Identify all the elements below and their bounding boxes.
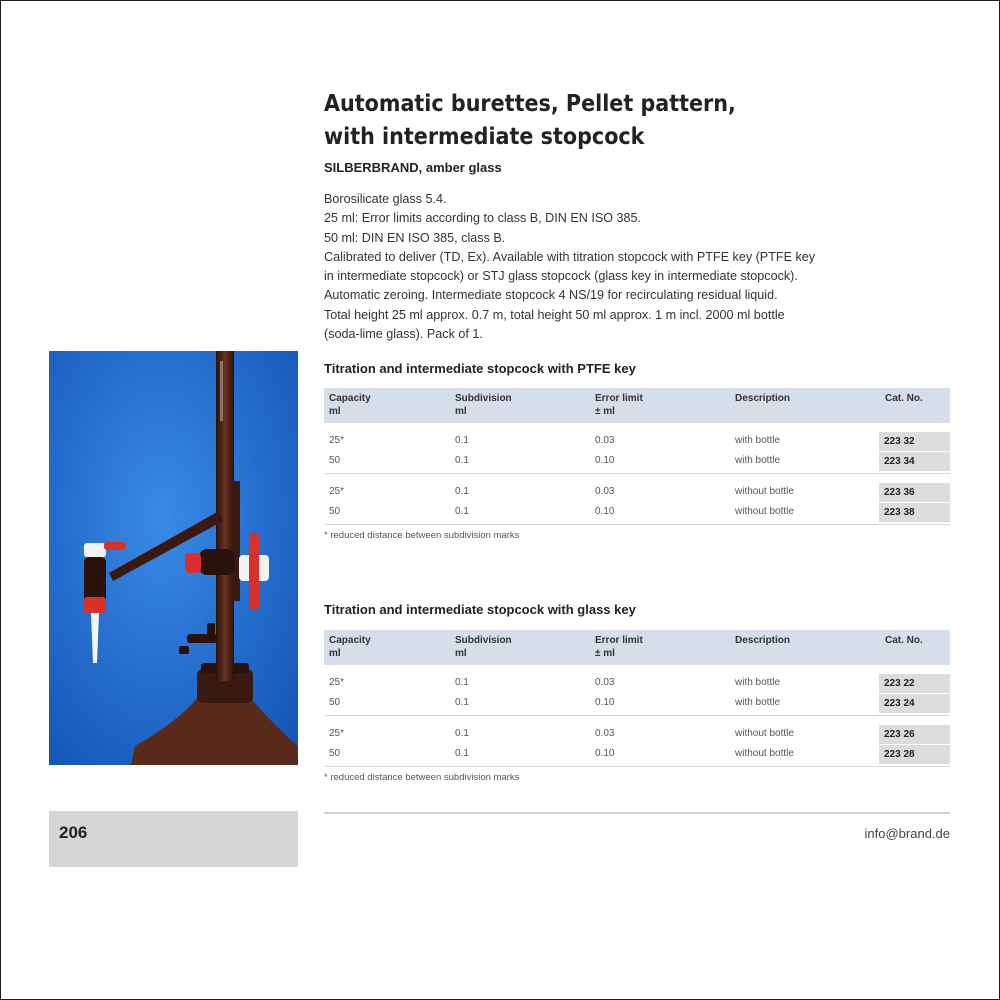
table-footnote: * reduced distance between subdivision marks — [324, 772, 520, 783]
subdivision-header: Subdivision ml — [455, 393, 512, 417]
description-cell: without bottle — [735, 486, 794, 497]
cat-no-cell: 223 24 — [879, 694, 950, 713]
description-line: Total height 25 ml approx. 0.7 m, total height 50 ml approx. 1 m incl. 2000 ml bottle — [324, 307, 785, 322]
description-cell: with bottle — [735, 697, 781, 708]
capacity-cell: 25* — [329, 486, 345, 497]
capacity-header: Capacity ml — [329, 635, 371, 659]
table-title: Titration and intermediate stopcock with glass key — [324, 602, 636, 617]
description-line: (soda-lime glass). Pack of 1. — [324, 327, 483, 342]
description-line: 25 ml: Error limits according to class B, DIN EN ISO 385. — [324, 211, 642, 226]
table-row — [324, 726, 950, 742]
product-photo — [49, 351, 298, 765]
error-limit-cell: 0.03 — [595, 677, 615, 688]
cat-no-cell: 223 34 — [879, 452, 950, 471]
error-limit-header: Error limit ± ml — [595, 393, 643, 417]
cat-no-cell: 223 28 — [879, 745, 950, 764]
table-header — [324, 630, 950, 665]
subtitle: SILBERBRAND, amber glass — [324, 160, 502, 175]
email-link[interactable]: info@brand.de — [864, 826, 950, 841]
ptfe-key-table — [324, 388, 950, 525]
description-header: Description — [735, 635, 791, 646]
capacity-cell: 50 — [329, 748, 341, 759]
description-line: Calibrated to deliver (TD, Ex). Available with titration stopcock with PTFE key (PTFE key — [324, 249, 816, 264]
table-row — [324, 695, 950, 711]
cat-no-header: Cat. No. — [885, 635, 923, 646]
description — [324, 190, 944, 344]
error-limit-cell: 0.10 — [595, 455, 615, 466]
title-line-2: with intermediate stopcock — [324, 124, 645, 150]
footer-divider — [324, 812, 950, 814]
error-limit-cell: 0.10 — [595, 506, 615, 517]
description-cell: with bottle — [735, 455, 781, 466]
glass-key-table — [324, 630, 950, 767]
subdivision-cell: 0.1 — [455, 677, 469, 688]
error-limit-header: Error limit ± ml — [595, 635, 643, 659]
capacity-cell: 50 — [329, 455, 341, 466]
table-row-group — [324, 482, 950, 525]
subdivision-cell: 0.1 — [455, 435, 469, 446]
description-cell: without bottle — [735, 728, 794, 739]
description-cell: with bottle — [735, 677, 781, 688]
table-row-group — [324, 673, 950, 716]
table-row — [324, 484, 950, 500]
cat-no-header: Cat. No. — [885, 393, 923, 404]
burette-illustration — [49, 351, 298, 765]
description-cell: without bottle — [735, 748, 794, 759]
page-title — [324, 88, 900, 154]
description-header: Description — [735, 393, 791, 404]
page-number: 206 — [59, 823, 88, 842]
description-line: Automatic zeroing. Intermediate stopcock 4 NS/19 for recirculating residual liquid. — [324, 288, 778, 303]
error-limit-cell: 0.10 — [595, 697, 615, 708]
table-header — [324, 388, 950, 423]
table-row — [324, 433, 950, 449]
capacity-cell: 25* — [329, 677, 345, 688]
subdivision-cell: 0.1 — [455, 486, 469, 497]
table-row-group — [324, 431, 950, 474]
cat-no-cell: 223 36 — [879, 483, 950, 502]
error-limit-cell: 0.03 — [595, 435, 615, 446]
cat-no-cell: 223 26 — [879, 725, 950, 744]
description-line: in intermediate stopcock) or STJ glass stopcock (glass key in intermediate stopcock). — [324, 269, 798, 284]
subdivision-header: Subdivision ml — [455, 635, 512, 659]
table-footnote: * reduced distance between subdivision marks — [324, 530, 520, 541]
cat-no-cell: 223 32 — [879, 432, 950, 451]
error-limit-cell: 0.10 — [595, 748, 615, 759]
subdivision-cell: 0.1 — [455, 506, 469, 517]
title-line-1: Automatic burettes, Pellet pattern, — [324, 91, 736, 117]
description-line: Borosilicate glass 5.4. — [324, 192, 447, 206]
capacity-cell: 25* — [329, 435, 345, 446]
table-row-group — [324, 724, 950, 767]
capacity-cell: 50 — [329, 506, 341, 517]
table-title: Titration and intermediate stopcock with PTFE key — [324, 361, 636, 376]
subdivision-cell: 0.1 — [455, 748, 469, 759]
cat-no-cell: 223 22 — [879, 674, 950, 693]
error-limit-cell: 0.03 — [595, 486, 615, 497]
table-row — [324, 746, 950, 762]
capacity-cell: 25* — [329, 728, 345, 739]
subdivision-cell: 0.1 — [455, 455, 469, 466]
description-line: 50 ml: DIN EN ISO 385, class B. — [324, 230, 506, 245]
capacity-cell: 50 — [329, 697, 341, 708]
subdivision-cell: 0.1 — [455, 728, 469, 739]
error-limit-cell: 0.03 — [595, 728, 615, 739]
capacity-header: Capacity ml — [329, 393, 371, 417]
table-row — [324, 453, 950, 469]
page-number-box — [49, 811, 298, 867]
subdivision-cell: 0.1 — [455, 697, 469, 708]
description-cell: without bottle — [735, 506, 794, 517]
cat-no-cell: 223 38 — [879, 503, 950, 522]
description-cell: with bottle — [735, 435, 781, 446]
table-row — [324, 675, 950, 691]
table-row — [324, 504, 950, 520]
